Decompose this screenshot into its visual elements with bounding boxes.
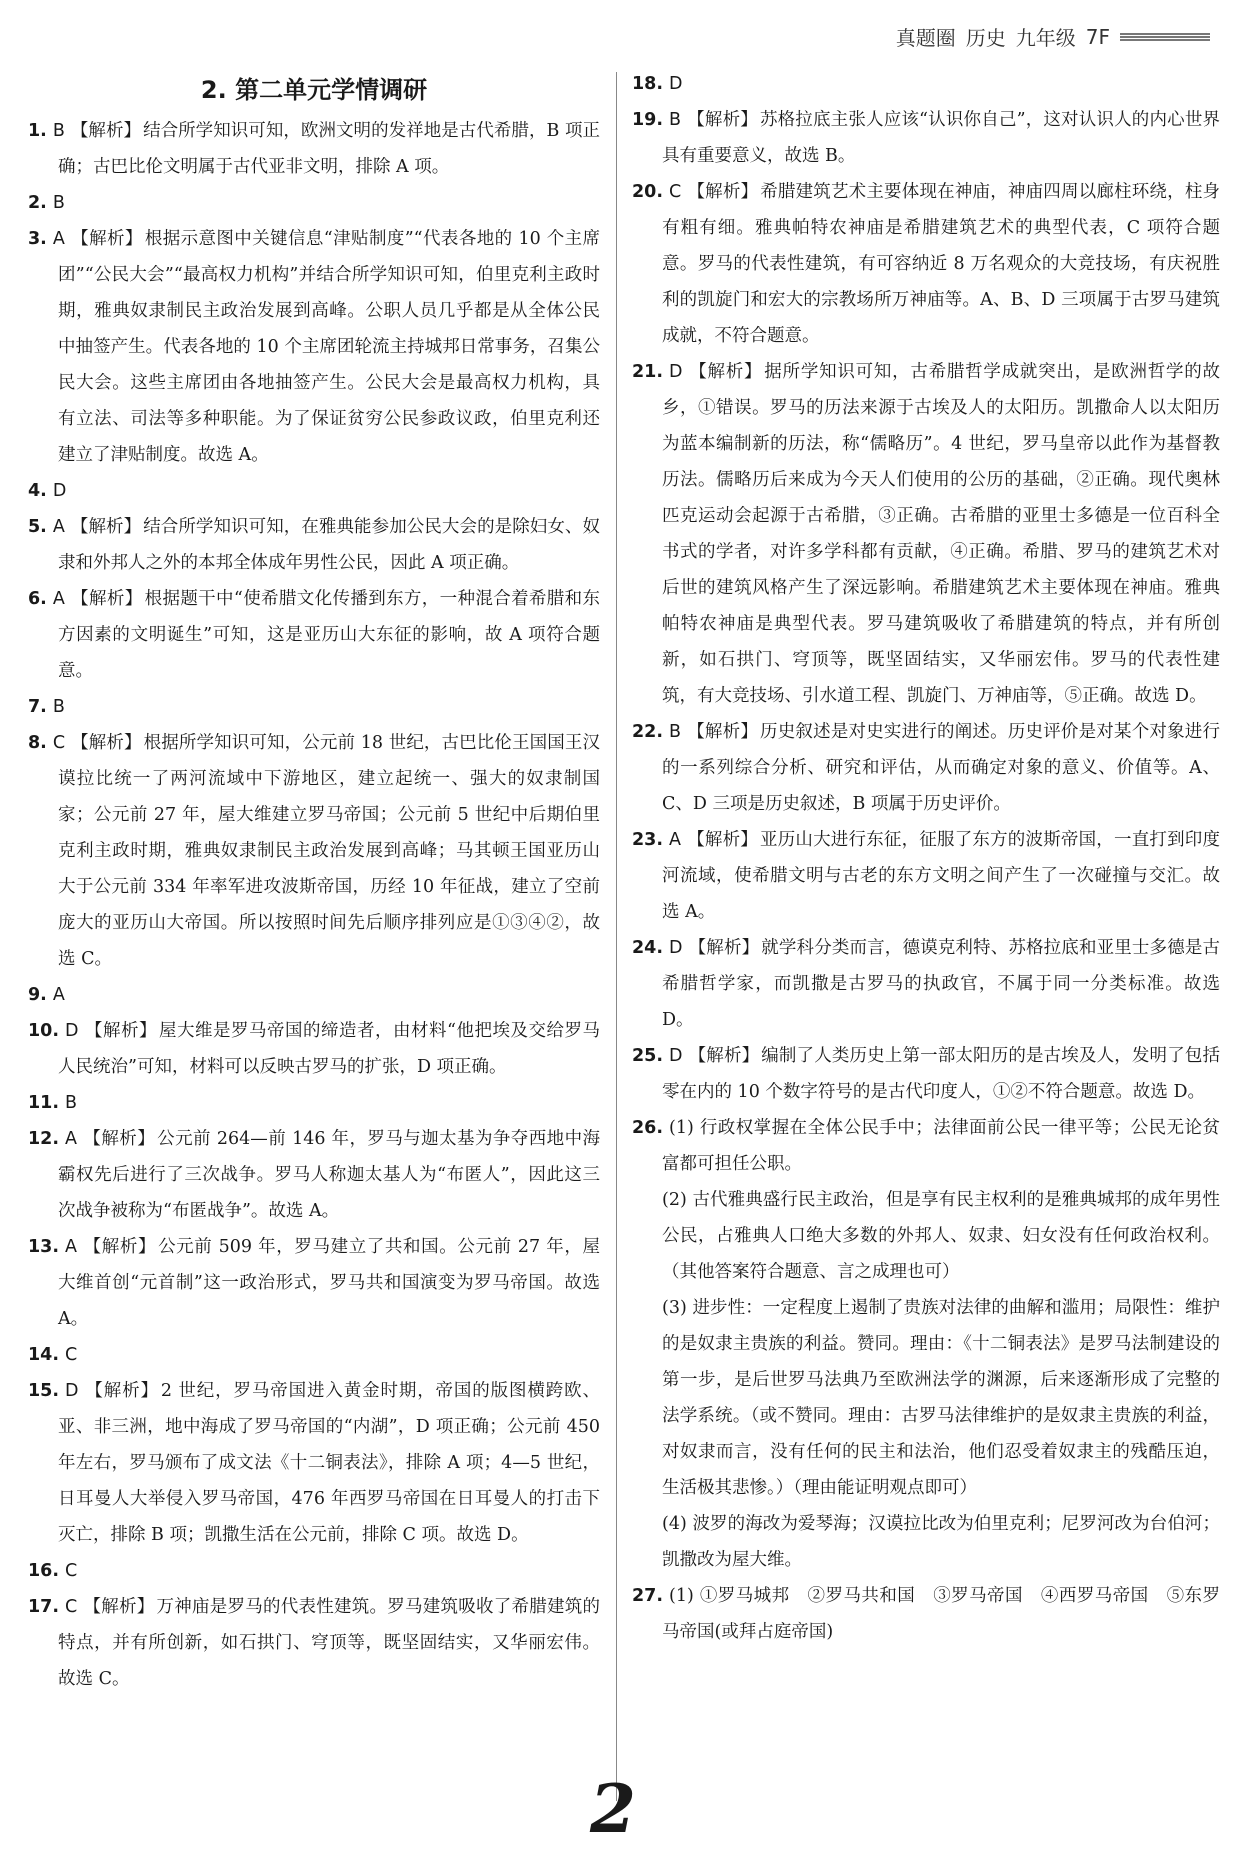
item-number: 17. [28,1597,60,1617]
item-answer: B [65,1093,78,1113]
item-number: 13. [28,1237,60,1257]
answer-item [28,725,600,977]
answer-item [632,714,1220,822]
item-number: 2. [28,193,47,213]
item-answer: A [52,229,65,249]
item-number: 18. [632,74,664,94]
item-number: 23. [632,830,664,850]
item-tag: 【解析】 [84,1381,159,1401]
answer-item [28,473,600,509]
answer-item [632,930,1220,1038]
item-explanation: 亚历山大进行东征，征服了东方的波斯帝国，一直打到印度河流域，使希腊文明与古老的东方文明之间产生了一次碰撞与交汇。故选 A。 [662,830,1220,922]
item-tag: 【解析】 [688,938,760,958]
item-explanation: 根据所学知识可知，公元前 18 世纪，古巴比伦王国国王汉谟拉比统一了两河流域中下游地区，建立起统一、强大的奴隶制国家；公元前 27 年，屋大维建立罗马帝国；公元前 5 世纪中后期伯里克利主政时期，雅典奴隶制民主政治发展到高峰；马其顿王国亚历山大于公元前 334 年率军进攻波斯帝国，历经 10 年征战，建立了空前庞大的亚历山大帝国。所以按照时间先后顺序排列应是①③④②，故选 C。 [58,733,600,969]
item-explanation: 屋大维是罗马帝国的缔造者，由材料“他把埃及交给罗马人民统治”可知，材料可以反映古罗马的扩张，D 项正确。 [58,1021,600,1077]
column-divider [616,72,617,1801]
item-number: 3. [28,229,47,249]
item-explanation: 2 世纪，罗马帝国进入黄金时期，帝国的版图横跨欧、亚、非三洲，地中海成了罗马帝国的“内湖”，D 项正确；公元前 450 年左右，罗马颁布了成文法《十二铜表法》，排除 A 项；4—5 世纪，日耳曼人大举侵入罗马帝国，476 年西罗马帝国在日耳曼人的打击下灭亡，排除 B 项；凯撒生活在公元前，排除 C 项。故选 D。 [58,1381,600,1545]
item-explanation: 就学科分类而言，德谟克利特、苏格拉底和亚里士多德是古希腊哲学家，而凯撒是古罗马的执政官，不属于同一分类标准。故选 D。 [662,938,1220,1030]
item-answer: A [65,1237,77,1257]
item-tag: 【解析】 [83,1237,157,1257]
item-number: 7. [28,697,47,717]
grade-name: 九年级 [1015,26,1076,50]
item-number: 10. [28,1021,60,1041]
page-header [896,22,1210,51]
item-answer: D [65,1381,79,1401]
item-answer: D [669,1046,683,1066]
answer-item-26-part-3: (3) 进步性：一定程度上遏制了贵族对法律的曲解和滥用；局限性：维护的是奴隶主贵族的利益。赞同。理由：《十二铜表法》是罗马法制建设的第一步，是后世罗马法典乃至欧洲法学的渊源，后来逐渐形成了完整的法学系统。（或不赞同。理由：古罗马法律维护的是奴隶主贵族的利益，对奴隶而言，没有任何的民主和法治，他们忍受着奴隶主的残酷压迫，生活极其悲惨。）（理由能证明观点即可） [662,1298,1220,1498]
item-text: (1) ①罗马城邦 ②罗马共和国 ③罗马帝国 ④西罗马帝国 ⑤东罗马帝国(或拜占庭帝国) [662,1586,1220,1642]
answer-item [28,977,600,1013]
edition-code: 7F [1085,24,1110,49]
answer-item [28,1085,600,1121]
answer-item [28,185,600,221]
answer-item-26-part-4: (4) 波罗的海改为爱琴海；汉谟拉比改为伯里克利；尼罗河改为台伯河；凯撒改为屋大维。 [662,1514,1220,1570]
item-answer: A [65,1129,77,1149]
item-tag: 【解析】 [70,517,142,537]
item-explanation: 根据示意图中关键信息“津贴制度”“代表各地的 10 个主席团”“公民大会”“最高权力机构”并结合所学知识可知，伯里克利主政时期，雅典奴隶制民主政治发展到高峰。公职人员几乎都是从全体公民中抽签产生。代表各地的 10 个主席团轮流主持城邦日常事务，召集公民大会。这些主席团由各地抽签产生。公民大会是最高权力机构，具有立法、司法等多种职能。为了保证贫穷公民参政议政，伯里克利还建立了津贴制度。故选 A。 [58,229,601,465]
item-answer: A [52,985,65,1005]
item-number: 5. [28,517,47,537]
header-rule [1120,33,1210,41]
answer-item [632,66,1220,102]
answer-item [28,581,600,689]
item-tag: 【解析】 [70,229,143,249]
item-tag: 【解析】 [84,1021,158,1041]
answer-item [632,354,1220,714]
item-answer: B [669,722,682,742]
item-answer: A [669,830,681,850]
item-explanation: 历史叙述是对史实进行的阐述。历史评价是对某个对象进行的一系列综合分析、研究和评估，从而确定对象的意义、价值等。A、C、D 三项是历史叙述，B 项属于历史评价。 [662,722,1221,814]
item-explanation: 万神庙是罗马的代表性建筑。罗马建筑吸收了希腊建筑的特点，并有所创新，如石拱门、穹顶等，既坚固结实，又华丽宏伟。故选 C。 [58,1597,600,1689]
answer-item [28,509,600,581]
item-tag: 【解析】 [687,110,758,130]
item-answer: C [65,1597,78,1617]
item-answer: D [65,1021,79,1041]
item-explanation: 结合所学知识可知，在雅典能参加公民大会的是除妇女、奴隶和外邦人之外的本邦全体成年男性公民，因此 A 项正确。 [58,517,601,573]
answer-item [28,1589,600,1697]
section-title: 2. 第二单元学情调研 [200,76,428,104]
item-explanation: 编制了人类历史上第一部太阳历的是古埃及人，发明了包括零在内的 10 个数字符号的是古代印度人，①②不符合题意。故选 D。 [662,1046,1220,1102]
item-tag: 【解析】 [83,1597,155,1617]
answer-item [28,1337,600,1373]
page-number: 2 [590,1770,636,1848]
item-answer: B [52,193,65,213]
item-number: 4. [28,481,47,501]
item-number: 9. [28,985,47,1005]
item-explanation: 据所学知识可知，古希腊哲学成就突出，是欧洲哲学的故乡，①错误。罗马的历法来源于古埃及人的太阳历。凯撒命人以太阳历为蓝本编制新的历法，称“儒略历”。4 世纪，罗马皇帝以此作为基督教历法。儒略历后来成为今天人们使用的公历的基础，②正确。现代奥林匹克运动会起源于古希腊，③正确。古希腊的亚里士多德是一位百科全书式的学者，对许多学科都有贡献，④正确。希腊、罗马的建筑艺术对后世的建筑风格产生了深远影响。希腊建筑艺术主要体现在神庙。雅典帕特农神庙是典型代表。罗马建筑吸收了希腊建筑的特点，并有所创新，如石拱门、穹顶等，既坚固结实，又华丽宏伟。罗马的代表性建筑，有大竞技场、引水道工程、凯旋门、万神庙等，⑤正确。故选 D。 [662,362,1221,706]
item-answer: B [52,697,65,717]
answer-item [28,689,600,725]
item-explanation: 公元前 509 年，罗马建立了共和国。公元前 27 年，屋大维首创“元首制”这一政治形式，罗马共和国演变为罗马帝国。故选 A。 [58,1237,601,1329]
answer-item [632,1038,1220,1110]
item-answer: C [65,1561,78,1581]
item-answer: D [669,362,683,382]
answer-item [632,102,1220,174]
right-column [632,66,1220,1650]
book-name: 真题圈 [895,26,956,50]
left-column [28,66,600,1697]
item-answer: D [669,938,683,958]
item-tag: 【解析】 [70,121,142,141]
item-tag: 【解析】 [71,733,142,753]
item-answer: C [669,182,682,202]
item-number: 12. [28,1129,60,1149]
answer-item [28,1373,600,1553]
item-number: 21. [632,362,664,382]
item-number: 26. [632,1118,664,1138]
item-answer: B [52,121,65,141]
item-tag: 【解析】 [83,1129,156,1149]
item-explanation: 公元前 264—前 146 年，罗马与迦太基为争夺西地中海霸权先后进行了三次战争。罗马人称迦太基人为“布匿人”，因此这三次战争被称为“布匿战争”。故选 A。 [58,1129,601,1221]
answer-item-27 [632,1578,1220,1650]
answer-item [28,221,600,473]
item-answer: D [52,481,67,501]
item-answer: A [52,517,65,537]
item-answer: D [669,74,683,94]
item-number: 27. [632,1586,664,1606]
left-answer-list [28,113,600,1697]
item-number: 25. [632,1046,664,1066]
right-answer-list [632,66,1220,1110]
item-number: 24. [632,938,664,958]
item-answer: A [52,589,65,609]
answer-item [28,113,600,185]
item-number: 20. [632,182,664,202]
item-number: 15. [28,1381,60,1401]
item-explanation: 希腊建筑艺术主要体现在神庙，神庙四周以廊柱环绕，柱身有粗有细。雅典帕特农神庙是希腊建筑艺术的典型代表，C 项符合题意。罗马的代表性建筑，有可容纳近 8 万名观众的大竞技场，有庆祝胜利的凯旋门和宏大的宗教场所万神庙等。A、B、D 三项属于古罗马建筑成就，不符合题意。 [662,182,1221,346]
answer-item [632,174,1220,354]
item-answer: C [65,1345,78,1365]
item-number: 8. [28,733,47,753]
item-answer: C [52,733,66,753]
answer-item-26-part-2: (2) 古代雅典盛行民主政治，但是享有民主权利的是雅典城邦的成年男性公民，占雅典人口绝大多数的外邦人、奴隶、妇女没有任何政治权利。（其他答案符合题意、言之成理也可） [662,1190,1220,1282]
item-number: 14. [28,1345,60,1365]
item-number: 16. [28,1561,60,1581]
answer-item [632,822,1220,930]
item-number: 19. [632,110,664,130]
item-answer: B [669,110,682,130]
item-explanation: 苏格拉底主张人应该“认识你自己”，这对认识人的内心世界具有重要意义，故选 B。 [662,110,1220,166]
answer-item [28,1121,600,1229]
item-number: 6. [28,589,47,609]
item-number: 1. [28,121,47,141]
item-tag: 【解析】 [688,1046,760,1066]
item-part: (1) 行政权掌握在全体公民手中；法律面前公民一律平等；公民无论贫富都可担任公职。 [662,1118,1220,1174]
item-tag: 【解析】 [687,722,759,742]
item-number: 11. [28,1093,60,1113]
answer-item [28,1229,600,1337]
item-tag: 【解析】 [687,830,758,850]
item-number: 22. [632,722,664,742]
subject-name: 历史 [965,26,1006,50]
item-tag: 【解析】 [70,589,143,609]
item-explanation: 根据题干中“使希腊文化传播到东方，一种混合着希腊和东方因素的文明诞生”可知，这是亚历山大东征的影响，故 A 项符合题意。 [58,589,600,681]
answer-item [28,1013,600,1085]
answer-item [28,1553,600,1589]
answer-item-26 [632,1110,1220,1182]
item-tag: 【解析】 [688,362,763,382]
item-explanation: 结合所学知识可知，欧洲文明的发祥地是古代希腊，B 项正确；古巴比伦文明属于古代亚非文明，排除 A 项。 [58,121,601,177]
item-tag: 【解析】 [687,182,759,202]
